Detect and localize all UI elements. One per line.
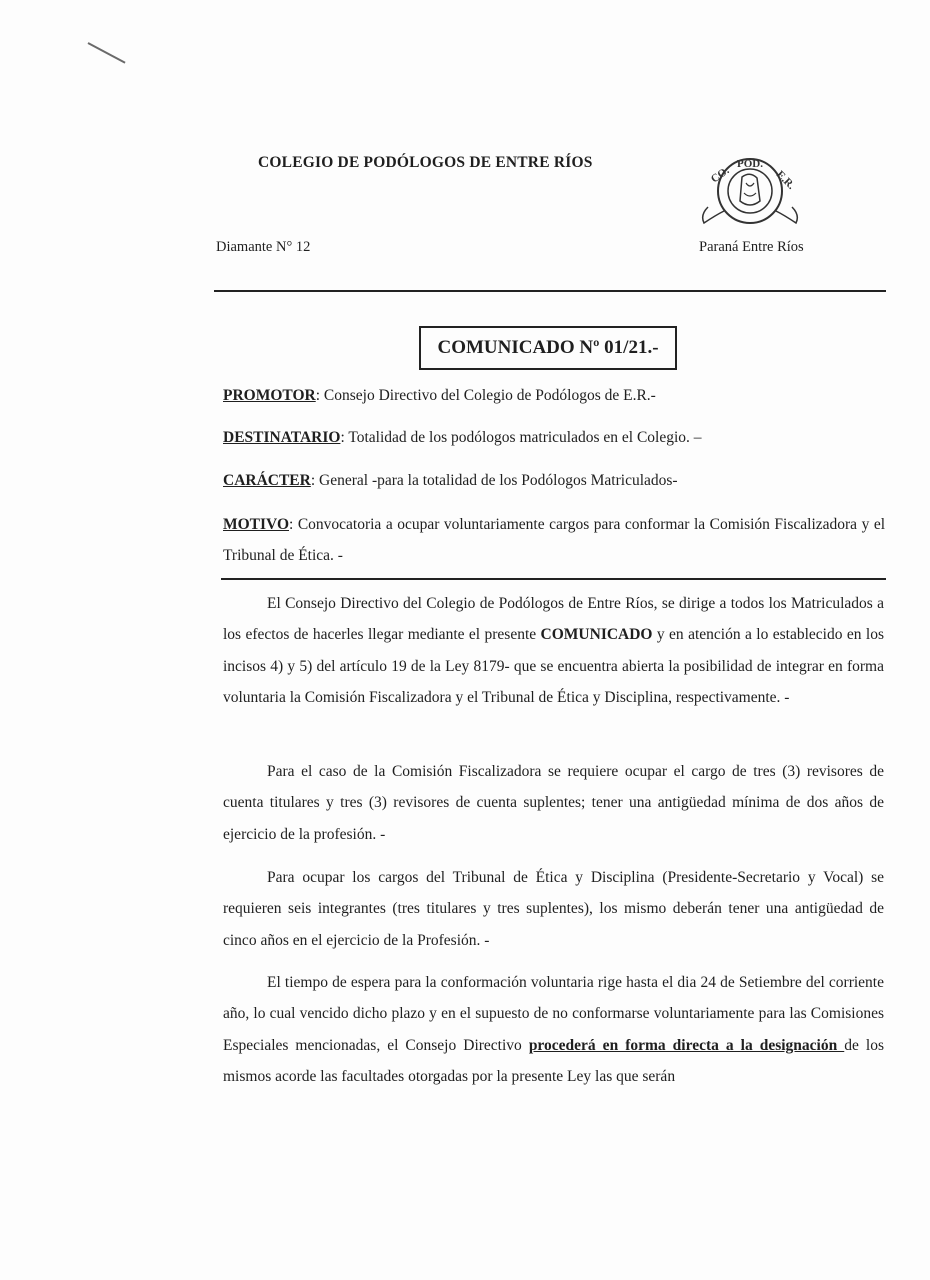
institution-title: COLEGIO DE PODÓLOGOS DE ENTRE RÍOS (258, 154, 593, 171)
field-value: Totalidad de los podólogos matriculados en el Colegio. – (348, 429, 702, 446)
field-key: CARÁCTER (223, 472, 311, 489)
section-divider (221, 578, 886, 580)
field-sep: : (310, 472, 320, 489)
svg-text:CO.: CO. (708, 164, 732, 186)
field-promotor (223, 380, 885, 411)
field-sep: : (289, 516, 298, 533)
paragraph-2: Para el caso de la Comisión Fiscalizadora se requiere ocupar el cargo de tres (3) revisores de cuenta titulares y tres (3) revisores de cuenta suplentes; tener una antigüedad mínima de dos años de ejercicio de la profesión. - (223, 763, 884, 843)
field-key: DESTINATARIO (223, 429, 341, 446)
paragraph-text: El Consejo Directivo del Colegio de Podólogos de Entre Ríos, se dirige a todos los Matriculados a los efectos de hacerles llegar mediante el presente (223, 595, 884, 644)
field-sep: : (315, 387, 324, 404)
field-motivo (223, 509, 885, 571)
paragraph-1 (223, 588, 884, 714)
svg-text:E.R.: E.R. (773, 168, 798, 192)
address-left: Diamante N° 12 (216, 239, 311, 255)
document-title: COMUNICADO Nº 01/21.- (437, 337, 659, 358)
paragraph-text: de los mismos acorde las facultades otorgadas por la presente Ley las que serán (223, 1036, 884, 1086)
paragraph-text: El tiempo de espera para la conformación voluntaria rige hasta el dia 24 de Setiembre del corriente año, lo cual vencido dicho plazo y en el supuesto de no conformarse voluntariamente para las Comisiones Especiales mencionadas, el Consejo Directivo (223, 974, 884, 1054)
address-right: Paraná Entre Ríos (699, 239, 804, 255)
paragraph-4 (223, 967, 884, 1093)
paragraph-text: y en atención a lo establecido en los incisos 4) y 5) del artículo 19 de la Ley 8179- que se encuentra abierta la posibilidad de integrar en forma voluntaria la Comisión Fiscalizadora y el Tribunal de Ética y Disciplina, respectivamente. - (223, 626, 884, 707)
field-key: MOTIVO (223, 516, 289, 533)
document-title-box (419, 326, 677, 370)
field-caracter (223, 465, 885, 496)
field-value: Convocatoria a ocupar voluntariamente cargos para conformar la Comisión Fiscalizadora y el Tribunal de Ética. - (223, 516, 885, 564)
field-key: PROMOTOR (223, 387, 316, 404)
paragraph-bold-text: COMUNICADO (540, 626, 653, 644)
field-destinatario (223, 422, 885, 453)
field-value: Consejo Directivo del Colegio de Podólogos de E.R.- (323, 387, 656, 404)
paragraph-emphasis-text: procederá en forma directa a la designación (528, 1036, 845, 1054)
scan-mark (88, 42, 126, 63)
paragraph-3: Para ocupar los cargos del Tribunal de Ética y Disciplina (Presidente-Secretario y Vocal) se requieren seis integrantes (tres titulares y tres suplentes), los mismo deberán tener una antigüedad de cinco años en el ejercicio de la Profesión. - (223, 869, 884, 949)
svg-text:POD.: POD. (737, 158, 763, 170)
college-seal-logo (694, 153, 806, 233)
field-value: General -para la totalidad de los Podólogos Matriculados- (319, 472, 678, 489)
field-sep: : (340, 429, 349, 446)
header-divider (214, 290, 886, 292)
